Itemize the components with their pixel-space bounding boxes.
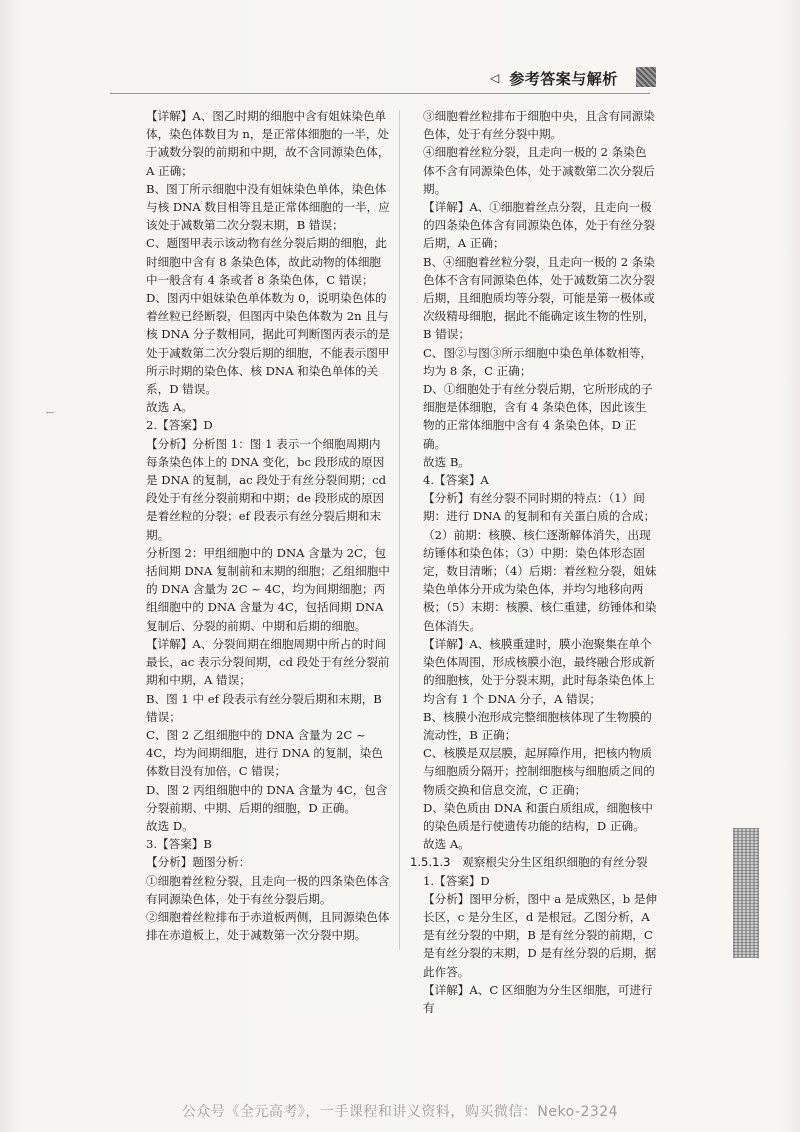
- paragraph: C、图②与图③所示细胞中染色单体数相等，均为 8 条，C 正确；: [423, 345, 653, 378]
- paragraph: C、图 2 乙组细胞中的 DNA 含量为 2C ~ 4C，均为间期细胞，进行 DNA 的复制，染色体数目没有加倍，C 错误；: [146, 727, 383, 779]
- paragraph: 故选 B。: [423, 454, 470, 469]
- paragraph: ②细胞着丝粒排布于赤道板两侧，且同源染色体排在赤道板上，处于减数第一次分裂中期。: [146, 909, 390, 943]
- paragraph: C、题图甲表示该动物有丝分裂后期的细胞，此时细胞中含有 8 条染色体，故此动物的体细胞中一般含有 4 条或者 8 条染色体，C 错误；: [146, 236, 387, 287]
- paragraph: ④细胞着丝粒分裂，且走向一极的 2 条染色体不含有同源染色体，处于减数第二次分裂后期。: [423, 145, 655, 196]
- answer-label: 2.【答案】D: [146, 418, 213, 433]
- paragraph: 【分析】分析图 1：图 1 表示一个细胞周期内每条染色体上的 DNA 变化，bc 段形成的原因是 DNA 的复制，ac 段处于有丝分裂间期；cd 段处于有丝分裂前期和中期；de 段形成的原因是着丝粒的分裂；ef 段表示有丝分裂后期和末期。: [146, 436, 387, 542]
- header-rule: [110, 93, 650, 94]
- paragraph: C、核膜是双层膜，起屏障作用，把核内物质与细胞质分隔开；控制细胞核与细胞质之间的物质交换和信息交流，C 正确；: [423, 746, 655, 797]
- paragraph: 【详解】A、核膜重建时，膜小泡聚集在单个染色体周围，形成核膜小泡，最终融合形成新的细胞核，处于分裂末期，此时每条染色体上均含有 1 个 DNA 分子，A 错误；: [423, 636, 655, 706]
- section-title: 1.5.1.3 观察根尖分生区组织细胞的有丝分裂: [410, 855, 648, 870]
- q3-continued: [410, 107, 658, 471]
- right-column: [410, 107, 658, 1017]
- margin-mark: [46, 412, 54, 413]
- paragraph: 【详解】A、①细胞着丝点分裂，且走向一极的四条染色体含有同源染色体，处于有丝分裂后期，A 正确；: [423, 200, 655, 251]
- paragraph: D、染色质由 DNA 和蛋白质组成，细胞核中的染色质是行使遗传功能的结构，D 正确。: [423, 800, 653, 833]
- book-logo-icon: [636, 67, 656, 87]
- paragraph: 【分析】有丝分裂不同时期的特点：（1）间期：进行 DNA 的复制和有关蛋白质的合成；（2）前期：核膜、核仁逐渐解体消失，出现纺锤体和染色体；（3）中期：染色体形态固定，数目清晰；（4）后期：着丝粒分裂，姐妹染色单体分开成为染色体，并均匀地移向两极；（5）末期：核膜、核仁重建，纺锤体和染色体消失。: [423, 491, 657, 633]
- paragraph: ③细胞着丝粒排布于细胞中央，且含有同源染色体，处于有丝分裂中期。: [423, 109, 655, 142]
- q1-detail: [133, 107, 391, 416]
- question-2: [133, 416, 391, 835]
- triangle-icon: ◁: [490, 71, 500, 85]
- paragraph: 分析图 2：甲组细胞中的 DNA 含量为 2C，包括间期 DNA 复制前和末期的细胞；乙组细胞中的 DNA 含量为 2C ~ 4C，均为间期细胞；丙组细胞中的 DNA 含量为 4C，包括间期 DNA 复制后、分裂的前期、中期和后期的细胞。: [146, 545, 390, 633]
- paragraph: B、核膜小泡形成完整细胞核体现了生物膜的流动性，B 正确；: [423, 709, 652, 742]
- paragraph: 【详解】A、C 区细胞为分生区细胞，可进行有: [423, 982, 653, 1015]
- paragraph: D、图 2 丙组细胞中的 DNA 含量为 4C，包含分裂前期、中期、后期的细胞，D 正确。: [146, 782, 388, 815]
- question-3: [133, 835, 391, 944]
- page-header: [490, 66, 660, 90]
- paragraph: D、①细胞处于有丝分裂后期，它所形成的子细胞是体细胞，含有 4 条染色体，因此该生物的正常体细胞中含有 4 条染色体，D 正确。: [423, 382, 653, 451]
- answer-label: 1.【答案】D: [423, 873, 490, 888]
- side-thumb-tab: [733, 828, 759, 958]
- paragraph: 【分析】题图分析：: [146, 855, 251, 870]
- paragraph: 【详解】A、图乙时期的细胞中含有姐妹染色单体，染色体数目为 n，是正常体细胞的一半，处于减数分裂的前期和中期，故不含同源染色体，A 正确；: [146, 109, 390, 178]
- column-divider: [399, 110, 400, 950]
- paragraph: 【分析】图甲分析，图中 a 是成熟区，b 是伸长区，c 是分生区，d 是根冠。乙图分析，A 是有丝分裂的中期，B 是有丝分裂的前期，C 是有丝分裂的末期，D 是有丝分裂的后期，据此作答。: [423, 891, 658, 979]
- answer-label: 4.【答案】A: [423, 473, 489, 488]
- paragraph: 故选 D。: [146, 818, 194, 833]
- section-question-1: [410, 872, 658, 1018]
- paragraph: 【详解】A、分裂间期在细胞周期中所占的时间最长，ac 表示分裂间期，cd 段处于有丝分裂前期和中期，A 错误；: [146, 636, 390, 688]
- paragraph: 故选 A。: [423, 837, 470, 852]
- left-column: [133, 107, 391, 944]
- paragraph: B、图 1 中 ef 段表示有丝分裂后期和末期，B 错误；: [146, 691, 382, 724]
- paragraph: 故选 A。: [146, 400, 193, 415]
- watermark-footer: 公众号《全元高考》，一手课程和讲义资料，购买微信：Neko-2324: [181, 1104, 619, 1120]
- header-title: 参考答案与解析: [509, 69, 618, 88]
- answer-label: 3.【答案】B: [146, 837, 212, 852]
- paragraph: B、图丁所示细胞中没有姐妹染色单体，染色体与核 DNA 数目相等且是正常体细胞的一半，应该处于减数第二次分裂末期，B 错误；: [146, 181, 390, 233]
- paragraph: B、④细胞着丝粒分裂，且走向一极的 2 条染色体不含有同源染色体，处于减数第二次分裂后期，且细胞质均等分裂，可能是第一极体或次级精母细胞，据此不能确定该生物的性别，B 错误；: [423, 254, 655, 342]
- paragraph: D、图丙中姐妹染色单体数为 0，说明染色体的着丝粒已经断裂，但图丙中染色体数为 2n 且与核 DNA 分子数相同，据此可判断图丙表示的是处于减数第二次分裂后期的细胞，不能表示图甲所示时期的染色体、核 DNA 和染色单体的关系，D 错误。: [146, 291, 390, 397]
- paragraph: ①细胞着丝粒分裂，且走向一极的四条染色体含有同源染色体，处于有丝分裂后期。: [146, 873, 390, 906]
- question-4: [410, 471, 658, 853]
